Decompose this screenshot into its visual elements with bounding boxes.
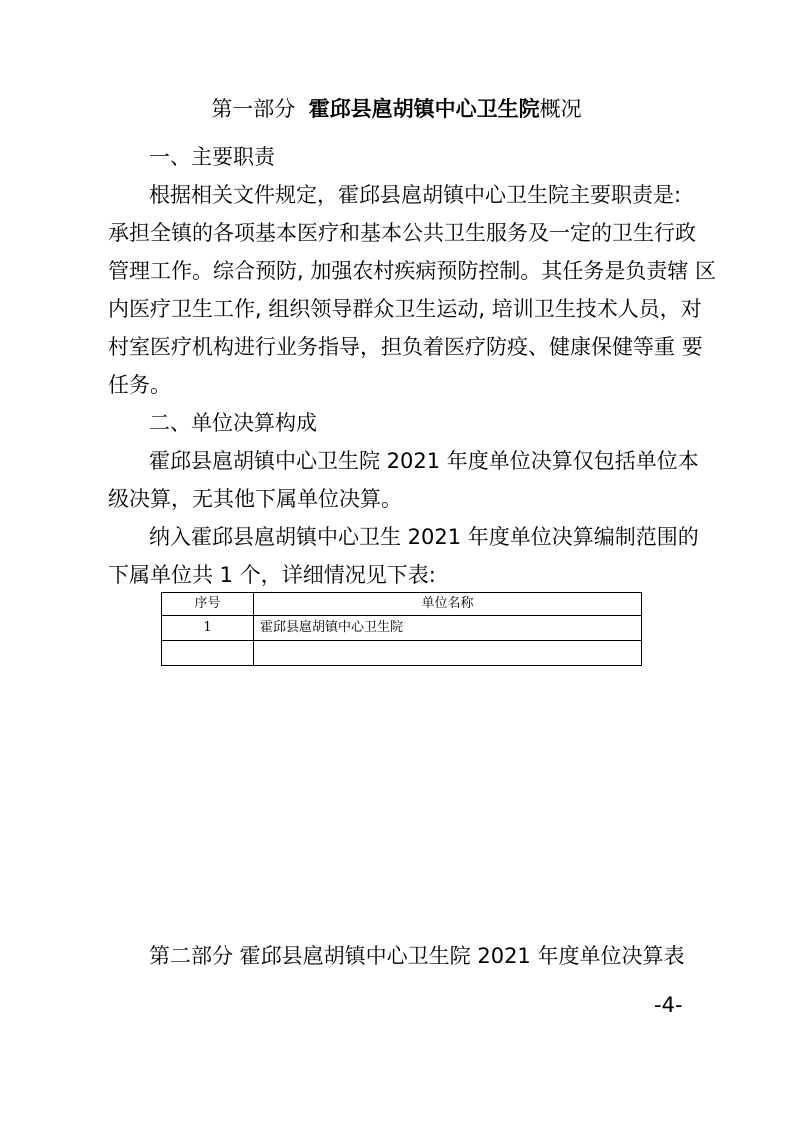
duties-paragraph-line: 承担全镇的各项基本医疗和基本公共卫生服务及一定的卫生行政 xyxy=(108,221,696,245)
table-row xyxy=(162,616,642,641)
table-header-row xyxy=(162,593,642,616)
scope-paragraph-line: 下属单位共 1 个，详细情况见下表: xyxy=(108,563,436,587)
section-2-title: 第二部分 霍邱县扈胡镇中心卫生院 2021 年度单位决算表 xyxy=(149,944,685,968)
cell-unit-name xyxy=(254,641,642,666)
cell-unit-name: 霍邱县扈胡镇中心卫生院 xyxy=(254,616,642,641)
heading-budget-composition: 二、单位决算构成 xyxy=(149,411,317,435)
duties-paragraph-line: 任务。 xyxy=(108,373,171,397)
header-unit-name: 单位名称 xyxy=(254,593,642,616)
section-1-suffix: 概况 xyxy=(539,97,582,121)
duties-paragraph-line: 根据相关文件规定，霍邱县扈胡镇中心卫生院主要职责是: xyxy=(149,183,682,207)
duties-paragraph-line: 管理工作。综合预防, 加强农村疾病预防控制。其任务是负责辖 区 xyxy=(108,259,717,283)
duties-paragraph-line: 内医疗卫生工作, 组织领导群众卫生运动, 培训卫生技术人员，对 xyxy=(108,297,702,321)
heading-main-duties: 一、主要职责 xyxy=(149,145,275,169)
duties-paragraph-line: 村室医疗机构进行业务指导，担负着医疗防疫、健康保健等重 要 xyxy=(108,335,703,359)
section-1-prefix: 第一部分 xyxy=(211,97,296,121)
page-number: -4- xyxy=(654,993,683,1017)
cell-serial-number xyxy=(162,641,254,666)
subordinate-units-table xyxy=(161,592,642,666)
cell-serial-number: 1 xyxy=(162,616,254,641)
scope-paragraph-line: 纳入霍邱县扈胡镇中心卫生 2021 年度单位决算编制范围的 xyxy=(149,525,699,549)
section-1-title xyxy=(0,94,793,124)
composition-paragraph-line: 霍邱县扈胡镇中心卫生院 2021 年度单位决算仅包括单位本 xyxy=(149,449,699,473)
composition-paragraph-line: 级决算，无其他下属单位决算。 xyxy=(108,487,402,511)
header-serial-number: 序号 xyxy=(162,593,254,616)
table-row xyxy=(162,641,642,666)
section-1-org-name: 霍邱县扈胡镇中心卫生院 xyxy=(308,97,540,121)
